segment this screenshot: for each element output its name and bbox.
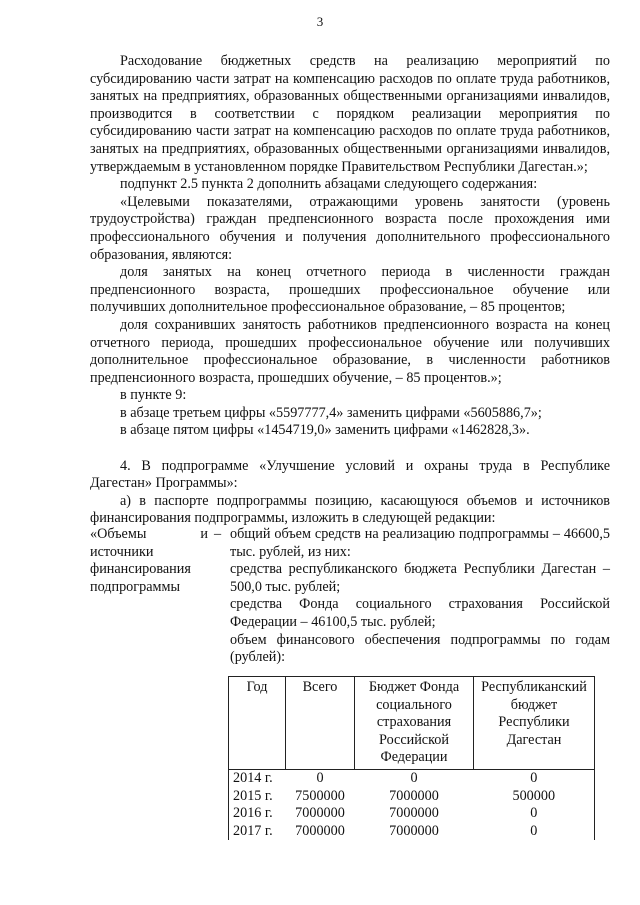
cell-fss: 7000000 — [389, 805, 439, 822]
cell-year: 2017 г. — [229, 823, 286, 841]
cell-rb: 0 — [474, 769, 595, 787]
section-4-heading: 4. В подпрограмме «Улучшение условий и охраны труда в Республике Дагестан» Программы»: — [90, 457, 610, 492]
cell-fss: 7000000 — [389, 822, 439, 839]
passport-dash: – — [214, 526, 222, 542]
paragraph: «Целевыми показателями, отражающими уровень занятости (уровень трудоустройства) граждан предпенсионного возраста после прохождения ими профессионального обучения и получения дополнительного профессионального образования, являются: — [90, 193, 610, 263]
cell-year: 2015 г. — [229, 788, 286, 806]
paragraph: в пункте 9: — [120, 387, 187, 404]
cell-year: 2014 г. — [229, 769, 286, 787]
passport-line: объем финансового обеспечения подпрограммы по годам (рублей): — [230, 631, 610, 666]
table-row — [229, 805, 595, 823]
passport-line: средства Фонда социального страхования Российской Федерации – 46100,5 тыс. рублей; — [230, 596, 610, 630]
passport-line: средства республиканского бюджета Республики Дагестан – 500,0 тыс. рублей; — [230, 561, 610, 595]
document-body — [90, 53, 610, 528]
cell-total: 0 — [316, 769, 324, 786]
table-row — [229, 788, 595, 806]
cell-fss: 0 — [410, 769, 418, 786]
table-row — [229, 769, 595, 787]
paragraph: доля сохранивших занятость работников предпенсионного возраста на конец отчетного периода, прошедших профессиональное обучение или получивших дополнительное профессиональное образование, в численности работников предпенсионного возраста, прошедших обучение, – 85 процентов.»; — [90, 316, 610, 386]
paragraph: в абзаце третьем цифры «5597777,4» заменить цифрами «5605886,7»; — [120, 404, 542, 421]
cell-total: 7000000 — [295, 805, 345, 822]
paragraph: Расходование бюджетных средств на реализацию мероприятий по субсидированию части затрат на компенсацию расходов по оплате труда работников, занятых на предприятиях, образованных общественными организациями инвалидов, производится в соответствии с порядком реализации мероприятия по субсидированию части затрат на компенсацию расходов по оплате труда работников, занятых на предприятиях, образованных общественными организациями инвалидов, утверждаемым в установленном порядке Правительством Республики Дагестан.»; — [90, 53, 610, 175]
paragraph-gap — [90, 440, 610, 458]
section-4-paragraph: а) в паспорте подпрограммы позицию, касающуюся объемов и источников финансирования подпрограммы, изложить в следующей редакции: — [90, 492, 610, 527]
header-total: Всего — [286, 677, 355, 770]
paragraph: доля занятых на конец отчетного периода в численности граждан предпенсионного возраста, прошедших профессиональное обучение или получивших дополнительное профессиональное образование, – 85 процентов; — [90, 264, 610, 316]
paragraph: подпункт 2.5 пункта 2 дополнить абзацами следующего содержания: — [120, 176, 538, 193]
financing-table — [228, 676, 595, 840]
cell-rb: 0 — [474, 805, 595, 823]
cell-rb: 0 — [474, 823, 595, 841]
header-fss-budget: Бюджет Фонда социального страхования Российской Федерации — [355, 677, 474, 770]
table-row — [229, 823, 595, 841]
cell-total: 7500000 — [295, 787, 345, 804]
passport-label: «Объемы и источники финансирования подпрограммы — [90, 526, 208, 595]
cell-total: 7000000 — [295, 822, 345, 839]
cell-year: 2016 г. — [229, 805, 286, 823]
page-number: 3 — [316, 14, 324, 29]
passport-value — [230, 526, 610, 667]
cell-rb: 500000 — [474, 788, 595, 806]
header-republic-budget: Республиканский бюджет Республики Дагестан — [474, 677, 595, 770]
table-header-row — [229, 677, 595, 770]
paragraph: в абзаце пятом цифры «1454719,0» заменить цифрами «1462828,3». — [120, 422, 530, 439]
header-year: Год — [229, 677, 286, 770]
cell-fss: 7000000 — [389, 787, 439, 804]
passport-line: общий объем средств на реализацию подпрограммы – 46600,5 тыс. рублей, из них: — [230, 526, 610, 560]
